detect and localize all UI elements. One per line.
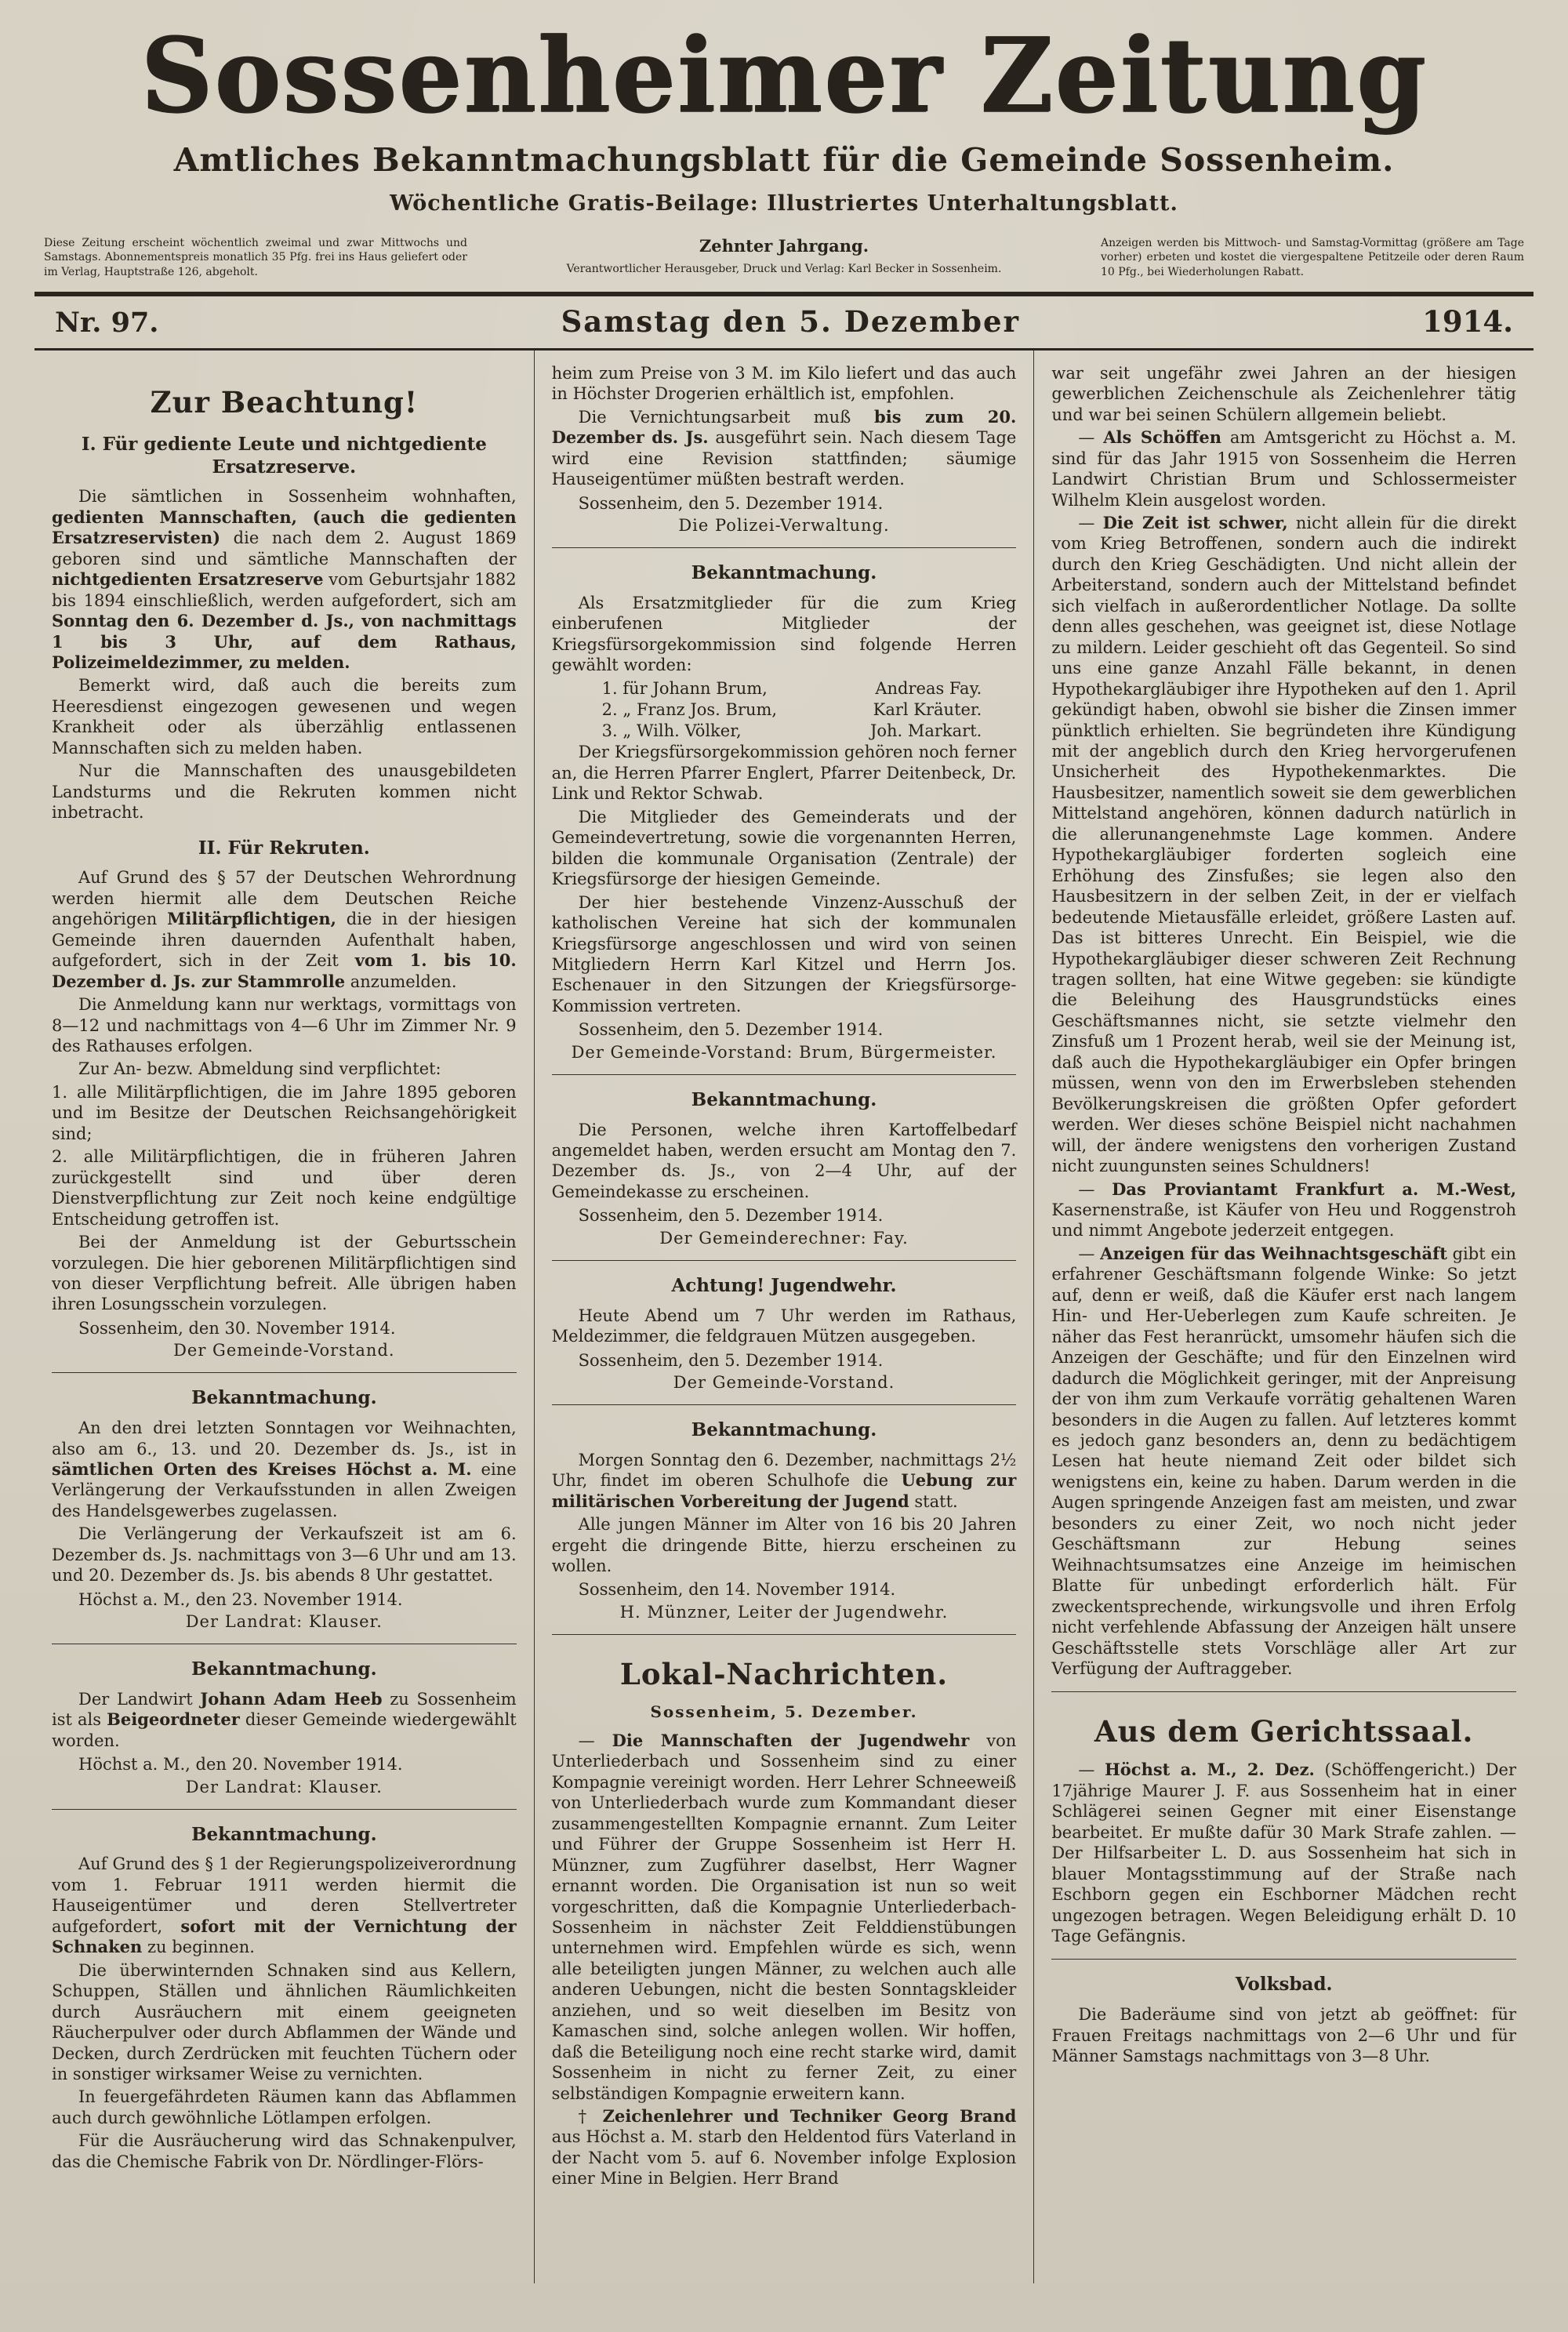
signature-line: Der Landrat: Klauser. xyxy=(185,1777,383,1796)
place-date-line: Sossenheim, den 30. November 1914. xyxy=(78,1318,396,1338)
article-paragraph: war seit ungefähr zwei Jahren an der hiesigen gewerblichen Zeichenschule als Zeichenlehrer tätig und war bei seinen Schülern allgemein beliebt. xyxy=(1051,363,1517,424)
place-date-line: Sossenheim, den 5. Dezember 1914. xyxy=(578,493,884,513)
volume-label: Zehnter Jahrgang. xyxy=(699,236,869,256)
masthead xyxy=(0,0,1568,279)
article-separator-rule xyxy=(552,1634,1017,1635)
article-paragraph: Heute Abend um 7 Uhr werden im Rathaus, Meldezimmer, die feldgrauen Mützen ausgegeben. xyxy=(551,1306,1017,1346)
publisher-info: Verantwortlicher Herausgeber, Druck und Verlag: Karl Becker in Sossenheim. xyxy=(566,263,1002,276)
issue-date: Samstag den 5. Dezember xyxy=(561,303,1021,339)
place-date-line: Sossenheim, den 14. November 1914. xyxy=(578,1580,896,1600)
masthead-supplement-note: Wöchentliche Gratis-Beilage: Illustriertes Unterhaltungsblatt. xyxy=(390,191,1178,216)
article-paragraph: Bei der Anmeldung ist der Geburtsschein vorzulegen. Die hier geborenen Militärpflichtigen sind von dieser Verpflichtung befreit. Alle übrigen haben ihren Losungsschein vorzulegen. xyxy=(52,1233,517,1314)
article-paragraph: † Zeichenlehrer und Techniker Georg Brand aus Höchst a. M. starb den Heldentod fürs Vaterland in der Nacht vom 5. auf 6. November infolge Explosion einer Mine in Belgien. Herr Brand xyxy=(551,2106,1017,2189)
signature-line: Die Polizei-Verwaltung. xyxy=(678,516,890,536)
article-paragraph: — Höchst a. M., 2. Dez. (Schöffengericht.) Der 17jährige Maurer J. F. aus Sossenheim hat in einer Schlägerei seinen Gegner mit einer Eisenstange bearbeitet. Er mußte dafür 30 Mark Strafe zahlen. — Der Hilfsarbeiter L. D. aus Sossenheim hat sich in blauer Montagsstimmung auf der Straße nach Eschborn gegen ein Eschborner Mädchen recht ungezogen betragen. Wegen Beleidigung erhält D. 10 Tage Gefängnis. xyxy=(1051,1760,1517,1946)
article-heading: Bekanntmachung. xyxy=(191,1658,377,1680)
article-paragraph: 2. alle Militärpflichtigen, die in früheren Jahren zurückgestellt sind und über deren Dienstverpflichtung zur Zeit noch keine endgültige Entscheidung getroffen ist. xyxy=(52,1147,517,1229)
column-left xyxy=(34,351,534,2283)
section-heading: Aus dem Gerichtssaal. xyxy=(1094,1714,1474,1749)
place-date-line: Höchst a. M., den 23. November 1914. xyxy=(78,1589,403,1609)
article-heading: Bekanntmachung. xyxy=(691,1088,877,1110)
article-paragraph: Die überwinternden Schnaken sind aus Kellern, Schuppen, Ställen und ähnlichen Räumlichkeiten durch Ausräuchern mit einem geeigneten Räucherpulver oder durch Abflammen der Wände und Decken, durch Zerdrücken mit feuchten Tüchern oder in sonstiger wirksamer Weise zu vernichten. xyxy=(52,1960,517,2083)
column-center xyxy=(534,351,1034,2283)
article-separator-rule xyxy=(1051,1959,1516,1960)
article-heading: Bekanntmachung. xyxy=(691,562,877,584)
member-replaced: 2. „ Franz Jos. Brum, xyxy=(601,699,778,719)
article-paragraph: Auf Grund des § 57 der Deutschen Wehrordnung werden hiermit alle dem Deutschen Reiche angehörigen Militärpflichtigen, die in der hiesigen Gemeinde ihren dauernden Aufenthalt haben, aufgefordert, sich in der Zeit vom 1. bis 10. Dezember d. Js. zur Stammrolle anzumelden. xyxy=(52,868,517,991)
place-date-line: Höchst a. M., den 20. November 1914. xyxy=(78,1755,403,1774)
place-date-line: Sossenheim, den 5. Dezember 1914. xyxy=(578,1020,884,1040)
section-heading: Zur Beachtung! xyxy=(150,384,419,420)
article-paragraph: Der Landwirt Johann Adam Heeb zu Sossenheim ist als Beigeordneter dieser Gemeinde wiedergewählt worden. xyxy=(52,1688,517,1750)
masthead-subtitle: Amtliches Bekanntmachungsblatt für die Gemeinde Sossenheim. xyxy=(173,141,1395,180)
article-paragraph: — Das Proviantamt Frankfurt a. M.-West, Kasernenstraße, ist Käufer von Heu und Roggenstroh und nimmt Angebote jederzeit entgegen. xyxy=(1051,1179,1517,1240)
member-substitute: Andreas Fay. xyxy=(875,678,982,698)
column-right xyxy=(1033,351,1534,2283)
article-paragraph: Die Baderäume sind von jetzt ab geöffnet: für Frauen Freitags nachmittags von 2—6 Uhr und für Männer Samstags nachmittags von 3—8 Uhr. xyxy=(1051,2005,1517,2066)
local-news-dateline: Sossenheim, 5. Dezember. xyxy=(650,1702,918,1721)
commission-member-row xyxy=(552,721,1017,742)
article-heading: II. Für Rekruten. xyxy=(198,837,370,859)
article-paragraph: Morgen Sonntag den 6. Dezember, nachmittags 2½ Uhr, findet im oberen Schulhofe die Uebung zur militärischen Vorbereitung der Jugend statt. xyxy=(551,1450,1017,1511)
article-heading: I. Für gediente Leute und nichtgediente Ersatzreserve. xyxy=(81,433,487,478)
masthead-center-info xyxy=(541,236,1027,276)
article-paragraph: Der hier bestehende Vinzenz-Ausschuß der katholischen Vereine hat sich der kommunalen Kriegsfürsorge angeschlossen und wird von seinen Mitgliedern Herrn Karl Kitzel und Herrn Jos. Eschenauer in den Sitzungen der Kriegsfürsorge-Kommission vertreten. xyxy=(551,892,1017,1015)
signature-line: Der Gemeinde-Vorstand: Brum, Bürgermeister. xyxy=(571,1042,997,1062)
issue-year: 1914. xyxy=(1422,303,1513,339)
signature-line: Der Landrat: Klauser. xyxy=(185,1612,383,1632)
article-separator-rule xyxy=(552,547,1017,548)
article-paragraph: — Die Zeit ist schwer, nicht allein für die direkt vom Krieg Betroffenen, sondern auch die indirekt durch den Krieg Geschädigten. Und nicht allein der Arbeiterstand, sondern auch der Mittelstand befindet sich vielfach in außerordentlicher Notlage. Da sollte denn alles geschehen, was geeignet ist, diese Notlage zu mildern. Leider geschieht oft das Gegenteil. So sind uns eine ganze Anzahl Fälle bekannt, in denen Hypothekargläubiger ihre Hypotheken auf den 1. April gekündigt haben, obwohl sie bisher die Zinsen immer pünktlich erhielten. Sie begründeten ihre Kündigung mit der angeblich durch den Krieg hervorgerufenen Unsicherheit des Hypothekenmarktes. Die Hausbesitzer, namentlich soweit sie dem gewerblichen Mittelstand angehören, können dadurch natürlich in die allerunangenehmste Lage kommen. Andere Hypothekargläubiger forderten sogleich eine Erhöhung des Zinsfußes; sie legen also den Hausbesitzern in der selben Zeit, in der er vielfach bedeutende Mietausfälle erleidet, größere Lasten auf. Das ist bitteres Unrecht. Ein Beispiel, wie die Hypothekargläubiger dieser schweren Zeit Rechnung tragen sollten, hat eine Witwe gegeben: sie kündigte die Beleihung des Hausgrundstücks eines Geschäftsmannes nicht, sie setzte vielmehr den Zinsfuß um 1 Prozent herab, weil sie der Meinung ist, daß auch die Hypothekargläubiger ein Opfer bringen müssen, wenn von den im Erwerbsleben stehenden Bevölkerungskreisen die größten Opfer gefordert werden. Wer dieses schöne Beispiel nicht nachahmen will, der ändere wenigstens den vorherigen Zustand nicht zuungunsten seines Schuldners! xyxy=(1051,513,1517,1176)
article-paragraph: — Anzeigen für das Weihnachtsgeschäft gibt ein erfahrener Geschäftsmann folgende Winke: So jetzt auf, denn er weiß, daß die Käufer erst nach langem Hin- und Her-Ueberlegen zum Kaufe schreiten. Je näher das Fest heranrückt, umsomehr häufen sich die Anzeigen der Geschäfte; und für den Einzelnen wird dadurch die Möglichkeit geringer, mit der Anpreisung der von ihm zum Verkaufe vorrätig gehaltenen Waren besonders in die Augen zu fallen. Auf letzteres kommt es jedoch ganz besonders an, denn zu bedächtigem Lesen hat heute niemand Zeit oder bildet sich wenigstens ein, keine zu haben. Darum werden in die Augen springende Anzeigen fast am meisten, und zwar besonders zu einer Zeit, wo noch nicht jeder Geschäftsmann zur Hebung seines Weihnachtsumsatzes eine Anzeige im heimischen Blatte für unbedingt erforderlich hält. Für zweckentsprechende, wirkungsvolle und ihren Erfolg nicht verfehlende Abfassung der Anzeigen hält unsere Geschäftsstelle stets Vorschläge aller Art zur Verfügung der Auftraggeber. xyxy=(1051,1243,1517,1678)
member-replaced: 3. „ Wilh. Völker, xyxy=(601,721,742,741)
article-heading: Achtung! Jugendwehr. xyxy=(671,1274,897,1296)
newspaper-title: Sossenheimer Zeitung xyxy=(140,15,1428,136)
member-substitute: Joh. Markart. xyxy=(869,721,982,741)
article-columns xyxy=(34,351,1534,2283)
article-paragraph: An den drei letzten Sonntagen vor Weihnachten, also am 6., 13. und 20. Dezember ds. Js., ist in sämtlichen Orten des Kreises Höchst a. M. eine Verlängerung der Verkaufsstunden in allen Zweigen des Handelsgewerbes zugelassen. xyxy=(52,1418,517,1520)
article-paragraph: Die Verlängerung der Verkaufszeit ist am 6. Dezember ds. Js. nachmittags von 3—6 Uhr und am 13. und 20. Dezember ds. Js. bis abends 8 Uhr gestattet. xyxy=(52,1524,517,1586)
article-paragraph: 1. alle Militärpflichtigen, die im Jahre 1895 geboren und im Besitze der Deutschen Reichsangehörigkeit sind; xyxy=(52,1082,517,1143)
place-date-line: Sossenheim, den 5. Dezember 1914. xyxy=(578,1206,884,1226)
signature-line: Der Gemeinde-Vorstand. xyxy=(173,1341,395,1360)
member-replaced: 1. für Johann Brum, xyxy=(601,678,768,698)
article-separator-rule xyxy=(52,1809,517,1810)
article-paragraph: Die Mitglieder des Gemeinderats und der Gemeindevertretung, sowie die vorgenannten Herren, bilden die kommunale Organisation (Zentrale) der Kriegsfürsorge der hiesigen Gemeinde. xyxy=(551,807,1017,889)
article-separator-rule xyxy=(52,1372,517,1373)
article-paragraph: Auf Grund des § 1 der Regierungspolizeiverordnung vom 1. Februar 1911 werden hiermit die Hauseigentümer und deren Stellvertreter aufgefordert, sofort mit der Vernichtung der Schnaken zu beginnen. xyxy=(52,1854,517,1957)
article-paragraph: Alle jungen Männer im Alter von 16 bis 20 Jahren ergeht die dringende Bitte, hierzu erscheinen zu wollen. xyxy=(551,1515,1017,1575)
article-paragraph: Für die Ausräucherung wird das Schnakenpulver, das die Chemische Fabrik von Dr. Nördlinger-Flörs- xyxy=(52,2131,517,2171)
article-separator-rule xyxy=(552,1260,1017,1261)
issue-bar xyxy=(34,292,1534,351)
article-paragraph: Die sämtlichen in Sossenheim wohnhaften, gedienten Mannschaften, (auch die gedienten Ersatzreservisten) die nach dem 2. August 1869 geboren sind und sämtliche Mannschaften der nichtgedienten Ersatzreserve vom Geburtsjahr 1882 bis 1894 einschließlich, werden aufgefordert, sich am Sonntag den 6. Dezember d. Js., von nachmittags 1 bis 3 Uhr, auf dem Rathaus, Polizeimeldezimmer, zu melden. xyxy=(52,487,517,672)
commission-member-row xyxy=(552,678,1017,699)
subscription-info: Diese Zeitung erscheint wöchentlich zweimal und zwar Mittwochs und Samstags. Abonnementspreis monatlich 35 Pfg. frei ins Haus geliefert oder im Verlag, Hauptstraße 126, abgeholt. xyxy=(44,237,467,278)
article-paragraph: Als Ersatzmitglieder für die zum Krieg einberufenen Mitglieder der Kriegsfürsorgekommission sind folgende Herren gewählt worden: xyxy=(551,593,1017,675)
signature-line: Der Gemeinderechner: Fay. xyxy=(659,1228,909,1248)
masthead-info-row xyxy=(44,236,1524,279)
article-heading: Bekanntmachung. xyxy=(191,1823,377,1845)
section-heading: Lokal-Nachrichten. xyxy=(619,1656,949,1691)
article-paragraph: Die Anmeldung kann nur werktags, vormittags von 8—12 und nachmittags von 4—6 Uhr im Zimmer Nr. 9 des Rathauses erfolgen. xyxy=(52,995,517,1055)
article-separator-rule xyxy=(552,1404,1017,1405)
article-paragraph: — Als Schöffen am Amtsgericht zu Höchst a. M. sind für das Jahr 1915 von Sossenheim die Herren Landwirt Christian Brum und Schlossermeister Wilhelm Klein ausgelost worden. xyxy=(1051,427,1517,510)
article-paragraph: Der Kriegsfürsorgekommission gehören noch ferner an, die Herren Pfarrer Englert, Pfarrer Deitenbeck, Dr. Link und Rektor Schwab. xyxy=(551,743,1017,804)
advertising-info: Anzeigen werden bis Mittwoch- und Samstag-Vormittag (größere am Tage vorher) erbeten und kostet die viergespaltene Petitzeile oder deren Raum 10 Pfg., bei Wiederholungen Rabatt. xyxy=(1101,237,1524,278)
issue-number: Nr. 97. xyxy=(55,306,159,339)
article-paragraph: Nur die Mannschaften des unausgebildeten Landsturms und die Rekruten kommen nicht inbetracht. xyxy=(52,761,517,823)
signature-line: H. Münzner, Leiter der Jugendwehr. xyxy=(619,1602,949,1622)
article-heading: Bekanntmachung. xyxy=(191,1387,377,1409)
article-paragraph: heim zum Preise von 3 M. im Kilo liefert und das auch in Höchster Drogerien erhältlich ist, empfohlen. xyxy=(551,363,1017,404)
article-paragraph: Die Personen, welche ihren Kartoffelbedarf angemeldet haben, werden ersucht am Montag den 7. Dezember ds. Js., von 2—4 Uhr, auf der Gemeindekasse zu erscheinen. xyxy=(551,1120,1017,1201)
article-paragraph: In feuergefährdeten Räumen kann das Abflammen auch durch gewöhnliche Lötlampen erfolgen. xyxy=(52,2087,517,2127)
member-substitute: Karl Kräuter. xyxy=(873,699,982,719)
article-paragraph: — Die Mannschaften der Jugendwehr von Unterliederbach und Sossenheim sind zu einer Kompagnie vereinigt worden. Herr Lehrer Schneeweiß von Unterliederbach wurde zum Kommandant dieser zusammengestellten Kompagnie ernannt. Zum Leiter und Führer der Gruppe Sossenheim ist Herr H. Münzner, zum Zugführer daselbst, Herr Wagner ernannt worden. Die Organisation ist nun so weit vorgeschritten, daß die Kompagnie Unterliederbach-Sossenheim in nächster Zeit Felddienstübungen unternehmen wird. Empfehlen würde es sich, wenn alle beteiligten jungen Männer, zu welchen auch alle anderen Uebungen, nicht die besten Sonntagskleider anziehen, und so weit dieselben im Besitz von Kamaschen sind, solche anlegen wollen. Wir hoffen, daß die Beteiligung noch eine recht starke wird, damit Sossenheim in nicht zu ferner Zeit, zu einer selbständigen Kompagnie erweitern kann. xyxy=(551,1730,1017,2103)
article-paragraph: Zur An- bezw. Abmeldung sind verpflichtet: xyxy=(78,1059,441,1079)
place-date-line: Sossenheim, den 5. Dezember 1914. xyxy=(578,1350,884,1370)
article-separator-rule xyxy=(552,1074,1017,1075)
article-paragraph: Die Vernichtungsarbeit muß bis zum 20. Dezember ds. Js. ausgeführt sein. Nach diesem Tage wird eine Revision stattfinden; säumige Hauseigentümer müßten bestraft werden. xyxy=(551,406,1017,489)
article-separator-rule xyxy=(1051,1691,1516,1692)
article-heading: Bekanntmachung. xyxy=(691,1418,877,1440)
article-paragraph: Bemerkt wird, daß auch die bereits zum Heeresdienst eingezogen gewesenen und wegen Krankheit oder als überzählig entlassenen Mannschaften sich zu melden haben. xyxy=(52,676,517,757)
commission-member-row xyxy=(552,699,1017,721)
signature-line: Der Gemeinde-Vorstand. xyxy=(673,1372,895,1392)
article-heading: Volksbad. xyxy=(1235,1974,1333,1996)
